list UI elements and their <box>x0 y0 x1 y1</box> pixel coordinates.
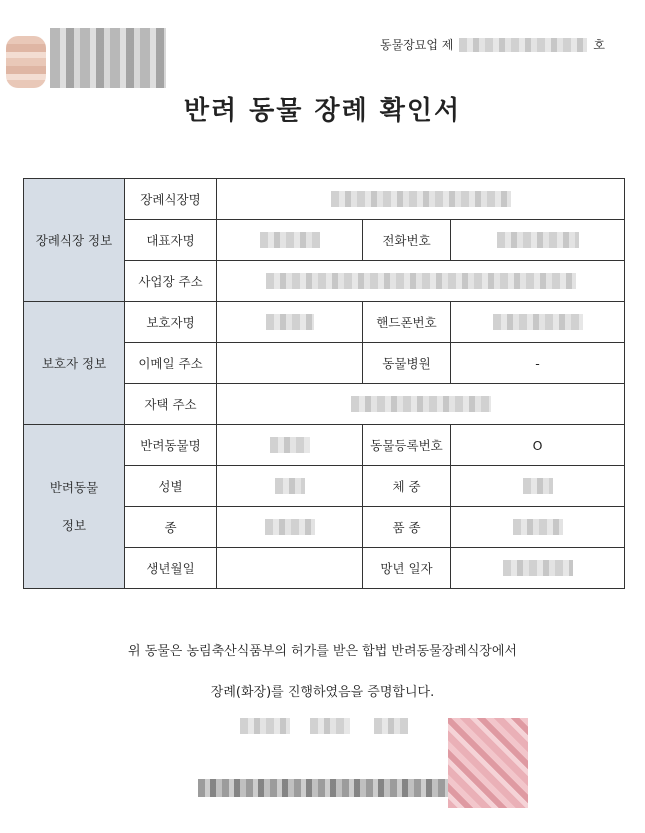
section-funeral-home: 장례식장 정보 <box>24 179 125 302</box>
representative-label: 대표자명 <box>125 220 217 261</box>
business-no-suffix: 호 <box>593 38 605 52</box>
signature-line-redacted <box>198 779 448 797</box>
sex-value <box>217 466 363 507</box>
redacted-value <box>275 478 305 494</box>
pet-name-value <box>217 425 363 466</box>
hospital-value: - <box>451 343 625 384</box>
birth-value <box>217 548 363 589</box>
redacted-value <box>270 437 310 453</box>
table-row <box>24 302 625 343</box>
business-address-label: 사업장 주소 <box>125 261 217 302</box>
table-row <box>24 179 625 220</box>
logo-text-redacted <box>50 28 166 88</box>
death-date-label: 망년 일자 <box>363 548 451 589</box>
redacted-value <box>523 478 553 494</box>
pet-name-label: 반려동물명 <box>125 425 217 466</box>
email-value <box>217 343 363 384</box>
birth-label: 생년월일 <box>125 548 217 589</box>
statement-line-2: 장례(화장)를 진행하였음을 증명합니다. <box>210 685 435 700</box>
hospital-label: 동물병원 <box>363 343 451 384</box>
home-address-label: 자택 주소 <box>125 384 217 425</box>
email-label: 이메일 주소 <box>125 343 217 384</box>
date-year-redacted <box>240 718 290 734</box>
business-address-value <box>217 261 625 302</box>
section-pet-title-2: 정보 <box>61 517 87 533</box>
weight-value <box>451 466 625 507</box>
table-row <box>24 425 625 466</box>
company-logo <box>6 26 166 90</box>
species-value <box>217 507 363 548</box>
date-day-redacted <box>374 718 408 734</box>
redacted-value <box>503 560 573 576</box>
phone-label: 전화번호 <box>363 220 451 261</box>
section-guardian: 보호자 정보 <box>24 302 125 425</box>
redacted-value <box>260 232 320 248</box>
species-label: 종 <box>125 507 217 548</box>
guardian-name-label: 보호자명 <box>125 302 217 343</box>
business-no-redacted <box>459 38 587 52</box>
weight-label: 체 중 <box>363 466 451 507</box>
breed-value <box>451 507 625 548</box>
redacted-value <box>331 191 511 207</box>
funeral-home-name-label: 장례식장명 <box>125 179 217 220</box>
guardian-name-value <box>217 302 363 343</box>
redacted-value <box>497 232 579 248</box>
official-seal-stamp <box>448 718 528 808</box>
redacted-value <box>266 273 576 289</box>
statement-line-1: 위 동물은 농림축산식품부의 허가를 받은 합법 반려동물장례식장에서 <box>128 644 517 659</box>
mobile-label: 핸드폰번호 <box>363 302 451 343</box>
redacted-value <box>493 314 583 330</box>
certificate-table <box>23 178 625 589</box>
mobile-value <box>451 302 625 343</box>
date-month-redacted <box>310 718 350 734</box>
phone-value <box>451 220 625 261</box>
funeral-home-name-value <box>217 179 625 220</box>
home-address-value <box>217 384 625 425</box>
representative-value <box>217 220 363 261</box>
business-no-prefix: 동물장묘업 제 <box>380 38 454 52</box>
sex-label: 성별 <box>125 466 217 507</box>
document-title: 반려 동물 장례 확인서 <box>183 96 462 126</box>
redacted-value <box>351 396 491 412</box>
section-pet-title-1: 반려동물 <box>49 479 99 495</box>
logo-mark-redacted <box>6 36 46 88</box>
section-pet <box>24 425 125 589</box>
redacted-value <box>265 519 315 535</box>
registration-label: 동물등록번호 <box>363 425 451 466</box>
redacted-value <box>513 519 563 535</box>
registration-value: O <box>451 425 625 466</box>
business-registration-number <box>380 36 605 53</box>
breed-label: 품 종 <box>363 507 451 548</box>
redacted-value <box>266 314 314 330</box>
death-date-value <box>451 548 625 589</box>
